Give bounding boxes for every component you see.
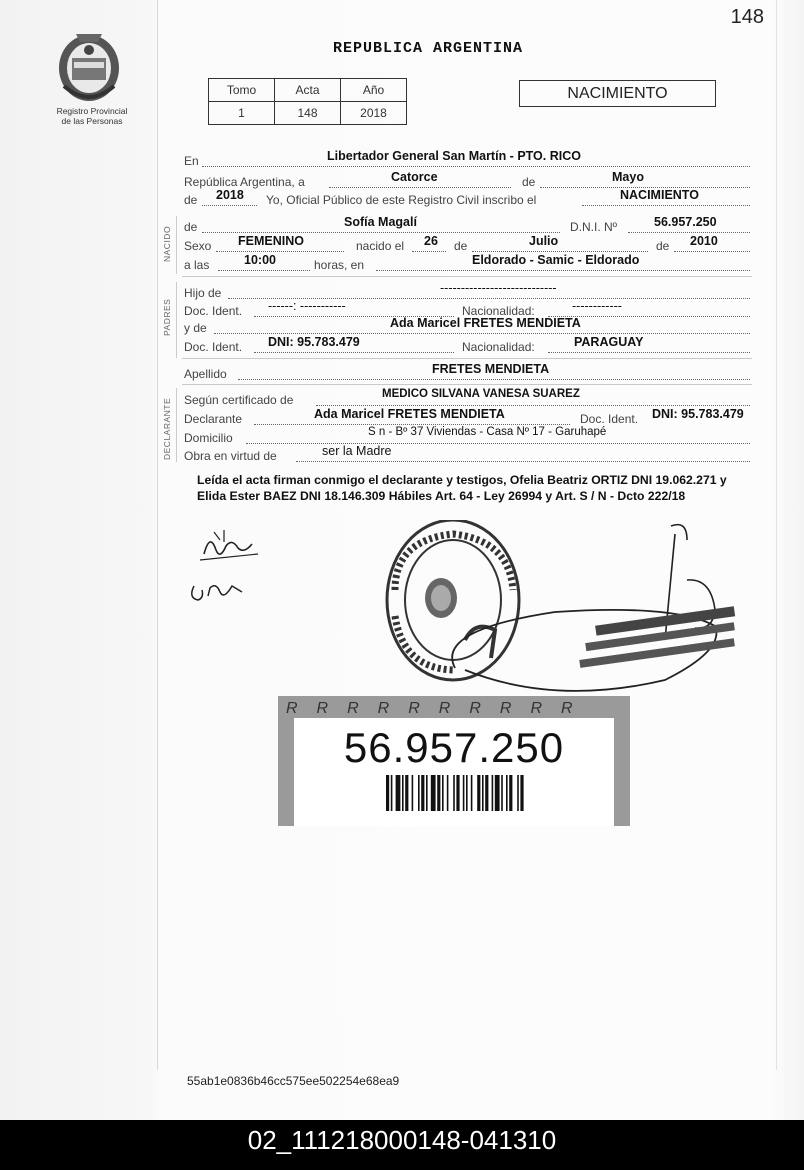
row-hora-lugar	[184, 255, 750, 273]
section-label-nacido: NACIDO	[162, 225, 172, 262]
value-nombre: Sofía Magalí	[344, 215, 417, 229]
value-lugar-inscripcion: Libertador General San Martín - PTO. RICO	[327, 149, 581, 163]
scan-id-footer: 02_111218000148-041310	[0, 1120, 804, 1170]
label-declarante: Declarante	[184, 412, 243, 426]
label-de-5: de	[656, 239, 670, 253]
label-doc-ident-1: Doc. Ident.	[184, 304, 243, 318]
dotted-line	[216, 251, 344, 252]
label-en: En	[184, 154, 199, 168]
barcode-bar	[466, 775, 468, 811]
value-nacionalidad-madre: PARAGUAY	[574, 335, 644, 349]
value-certificado: MEDICO SILVANA VANESA SUAREZ	[382, 388, 580, 400]
label-nacido-el: nacido el	[356, 239, 405, 253]
label-segun-certificado: Según certificado de	[184, 393, 294, 407]
dotted-line	[674, 251, 750, 252]
page-fold-right	[776, 0, 777, 1070]
row-declarante	[184, 409, 754, 427]
label-nacionalidad-1: Nacionalidad:	[462, 304, 535, 318]
record-type-box: NACIMIENTO	[519, 80, 716, 107]
dotted-line	[202, 232, 560, 233]
value-nac-anio: 2010	[690, 234, 718, 248]
label-dni: D.N.I. Nº	[570, 220, 618, 234]
value-obra: ser la Madre	[322, 444, 392, 458]
value-padre: ----------------------------	[440, 281, 557, 295]
barcode-bar	[506, 775, 508, 811]
seal-caption	[40, 106, 144, 126]
dotted-line	[329, 187, 511, 188]
dotted-line	[296, 461, 750, 462]
header-acta: Acta	[275, 79, 341, 102]
value-dia: Catorce	[391, 170, 438, 184]
barcode-bar	[520, 775, 523, 811]
dotted-line	[376, 270, 750, 271]
section-label-declarante: DECLARANTE	[162, 397, 172, 460]
header-anio: Año	[341, 79, 407, 102]
barcode-bar	[431, 775, 436, 811]
barcode-bars-icon	[386, 775, 574, 811]
dotted-line	[472, 251, 648, 252]
barcode-bar	[437, 775, 440, 811]
barcode-bar	[492, 775, 494, 811]
dotted-line	[548, 352, 750, 353]
barcode-bar	[426, 775, 428, 811]
value-nac-dia: 26	[424, 234, 438, 248]
dotted-line	[582, 205, 750, 206]
value-anio-inscripcion: 2018	[216, 188, 244, 202]
barcode-bar	[517, 775, 519, 811]
dotted-line	[202, 166, 750, 167]
barcode-bar	[405, 775, 408, 811]
barcode-bar	[509, 775, 512, 811]
barcode-bar	[477, 775, 480, 811]
dotted-line	[316, 405, 750, 406]
label-a-las: a las	[184, 258, 210, 272]
row-lugar	[184, 151, 750, 169]
barcode-label	[294, 718, 614, 826]
value-hora: 10:00	[244, 253, 276, 267]
value-domicilio: S n - Bº 37 Viviendas - Casa Nº 17 - Garuhapé	[368, 426, 607, 438]
label-de-4: de	[454, 239, 468, 253]
section-divider-declarante	[176, 388, 177, 462]
value-nac-mes: Julio	[529, 234, 559, 248]
value-nacionalidad-padre: ------------	[572, 299, 622, 313]
document-title: REPUBLICA ARGENTINA	[333, 40, 524, 57]
sticker-pattern: RRRRRRRRRR	[286, 700, 592, 717]
row-madre-doc	[184, 337, 750, 355]
dotted-line	[214, 333, 750, 334]
official-stamp	[375, 520, 760, 700]
dotted-line	[254, 352, 454, 353]
value-declarante: Ada Maricel FRETES MENDIETA	[314, 407, 505, 421]
value-apellido: FRETES MENDIETA	[432, 362, 550, 376]
row-oficial	[184, 190, 750, 208]
record-table-value-row	[209, 102, 407, 125]
page-fold-left	[157, 0, 158, 1070]
barcode-bar	[442, 775, 444, 811]
dotted-line	[238, 379, 750, 380]
label-de-3: de	[184, 220, 198, 234]
header-tomo: Tomo	[209, 79, 275, 102]
barcode-bar	[447, 775, 449, 811]
barcode-bar	[501, 775, 503, 811]
section-rule	[182, 358, 752, 359]
barcode-bar	[495, 775, 500, 811]
label-nacionalidad-2: Nacionalidad:	[462, 340, 535, 354]
barcode-bar	[471, 775, 473, 811]
row-domicilio	[184, 428, 750, 446]
barcode-bar	[453, 775, 455, 811]
section-divider-padres	[176, 282, 177, 358]
value-mes: Mayo	[612, 170, 644, 184]
label-oficial: Yo, Oficial Público de este Registro Civil inscribo el	[266, 193, 537, 207]
seal-caption-line-2: de las Personas	[61, 116, 123, 126]
section-rule	[182, 384, 752, 385]
value-acta: 148	[275, 102, 341, 125]
page-number: 148	[730, 6, 764, 28]
row-obra	[184, 446, 750, 464]
value-madre: Ada Maricel FRETES MENDIETA	[390, 316, 581, 330]
dotted-line	[628, 232, 750, 233]
provincial-seal-icon	[52, 28, 126, 104]
barcode-bar	[386, 775, 389, 811]
value-sexo: FEMENINO	[238, 234, 304, 248]
label-sexo: Sexo	[184, 239, 212, 253]
barcode-sticker	[278, 696, 630, 826]
barcode-bar	[396, 775, 401, 811]
barcode-bar	[391, 775, 393, 811]
barcode-bar	[412, 775, 414, 811]
witness-signatures	[180, 520, 280, 610]
label-republica: República Argentina, a	[184, 175, 305, 189]
barcode-bar	[482, 775, 484, 811]
dotted-line	[202, 205, 257, 206]
label-de-2: de	[184, 193, 198, 207]
section-label-padres: PADRES	[162, 298, 172, 336]
row-apellido	[184, 364, 750, 382]
barcode-bar	[463, 775, 465, 811]
value-dni: 56.957.250	[654, 215, 717, 229]
label-horas-en: horas, en	[314, 258, 365, 272]
closing-statement: Leída el acta firman conmigo el declarante y testigos, Ofelia Beatriz ORTIZ DNI 19.062.271 y Elida Ester BAEZ DNI 18.146.309 Hábiles Art. 64 - Ley 26994 y Art. S / N - Dcto 222/18	[197, 473, 727, 503]
value-doc-padre: ------: -----------	[268, 299, 346, 313]
label-hijo-de: Hijo de	[184, 286, 222, 300]
record-table-header-row	[209, 79, 407, 102]
row-nombre	[184, 217, 750, 235]
barcode-bar	[485, 775, 488, 811]
value-inscribo: NACIMIENTO	[620, 188, 699, 202]
record-table	[208, 78, 407, 125]
row-madre	[184, 318, 750, 336]
barcode-number: 56.957.250	[343, 724, 565, 771]
value-lugar-nacimiento: Eldorado - Samic - Eldorado	[472, 253, 640, 267]
section-rule	[182, 276, 752, 277]
document-hash: 55ab1e0836b46cc575ee502254e68ea9	[187, 1074, 400, 1088]
label-y-de: y de	[184, 321, 207, 335]
value-anio: 2018	[341, 102, 407, 125]
dotted-line	[254, 424, 570, 425]
barcode-bar	[402, 775, 404, 811]
label-de: de	[522, 175, 536, 189]
value-doc-declarante: DNI: 95.783.479	[652, 407, 744, 421]
value-doc-madre: DNI: 95.783.479	[268, 335, 360, 349]
label-obra: Obra en virtud de	[184, 449, 277, 463]
barcode-bar	[456, 775, 459, 811]
dotted-line	[412, 251, 446, 252]
label-doc-ident-2: Doc. Ident.	[184, 340, 243, 354]
seal-caption-line-1: Registro Provincial	[56, 106, 128, 116]
section-divider-nacido	[176, 216, 177, 274]
barcode-bar	[418, 775, 420, 811]
dotted-line	[218, 270, 310, 271]
label-domicilio: Domicilio	[184, 431, 233, 445]
row-certificado	[184, 390, 750, 408]
value-tomo: 1	[209, 102, 275, 125]
row-sexo-nacimiento	[184, 236, 750, 254]
barcode-bar	[421, 775, 424, 811]
label-doc-ident-3: Doc. Ident.	[580, 412, 639, 426]
label-apellido: Apellido	[184, 367, 227, 381]
